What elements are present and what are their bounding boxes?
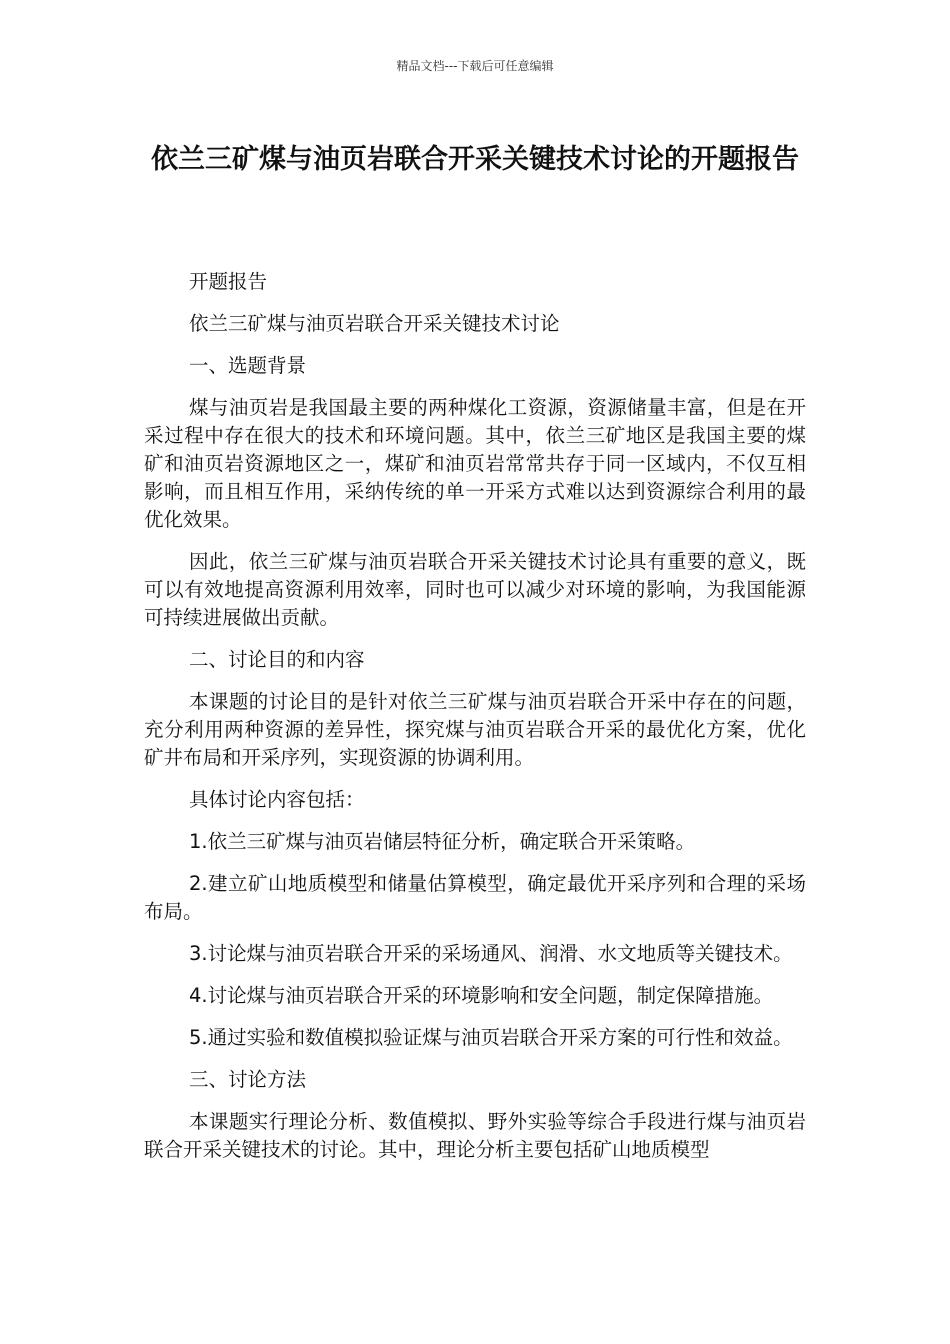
document-title: 依兰三矿煤与油页岩联合开采关键技术讨论的开题报告 [151, 144, 799, 175]
document-body [144, 268, 806, 1178]
paragraph-content-intro: 具体讨论内容包括： [189, 788, 365, 811]
list-item-1: 1.依兰三矿煤与油页岩储层特征分析，确定联合开采策略。 [189, 830, 696, 853]
paragraph-report-label: 开题报告 [189, 270, 268, 293]
list-item-2: 2.建立矿山地质模型和储量估算模型，确定最优开采序列和合理的采场布局。 [144, 872, 806, 923]
list-item-3: 3.讨论煤与油页岩联合开采的采场通风、润滑、水文地质等关键技术。 [189, 942, 793, 965]
list-item-5: 5.通过实验和数值模拟验证煤与油页岩联合开采方案的可行性和效益。 [189, 1026, 793, 1049]
paragraph-background-2: 因此，依兰三矿煤与油页岩联合开采关键技术讨论具有重要的意义，既可以有效地提高资源利用效率，同时也可以减少对环境的影响，为我国能源可持续进展做出贡献。 [144, 550, 806, 629]
paragraph-background-1: 煤与油页岩是我国最主要的两种煤化工资源，资源储量丰富，但是在开采过程中存在很大的技术和环境问题。其中，依兰三矿地区是我国主要的煤矿和油页岩资源地区之一，煤矿和油页岩常常共存于同一区域内，不仅互相影响，而且相互作用，采纳传统的单一开采方式难以达到资源综合利用的最优化效果。 [144, 396, 806, 531]
paragraph-purpose: 本课题的讨论目的是针对依兰三矿煤与油页岩联合开采中存在的问题，充分利用两种资源的差异性，探究煤与油页岩联合开采的最优化方案，优化矿井布局和开采序列，实现资源的协调利用。 [144, 690, 806, 769]
header-note: 精品文档---下载后可任意编辑 [396, 59, 554, 73]
paragraph-method: 本课题实行理论分析、数值模拟、野外实验等综合手段进行煤与油页岩联合开采关键技术的讨论。其中，理论分析主要包括矿山地质模型 [144, 1110, 806, 1161]
section-heading-background: 一、选题背景 [189, 354, 307, 377]
list-item-4: 4.讨论煤与油页岩联合开采的环境影响和安全问题，制定保障措施。 [189, 984, 774, 1007]
section-heading-purpose: 二、讨论目的和内容 [189, 648, 365, 671]
section-heading-method: 三、讨论方法 [189, 1068, 307, 1091]
paragraph-subtitle: 依兰三矿煤与油页岩联合开采关键技术讨论 [189, 312, 560, 335]
